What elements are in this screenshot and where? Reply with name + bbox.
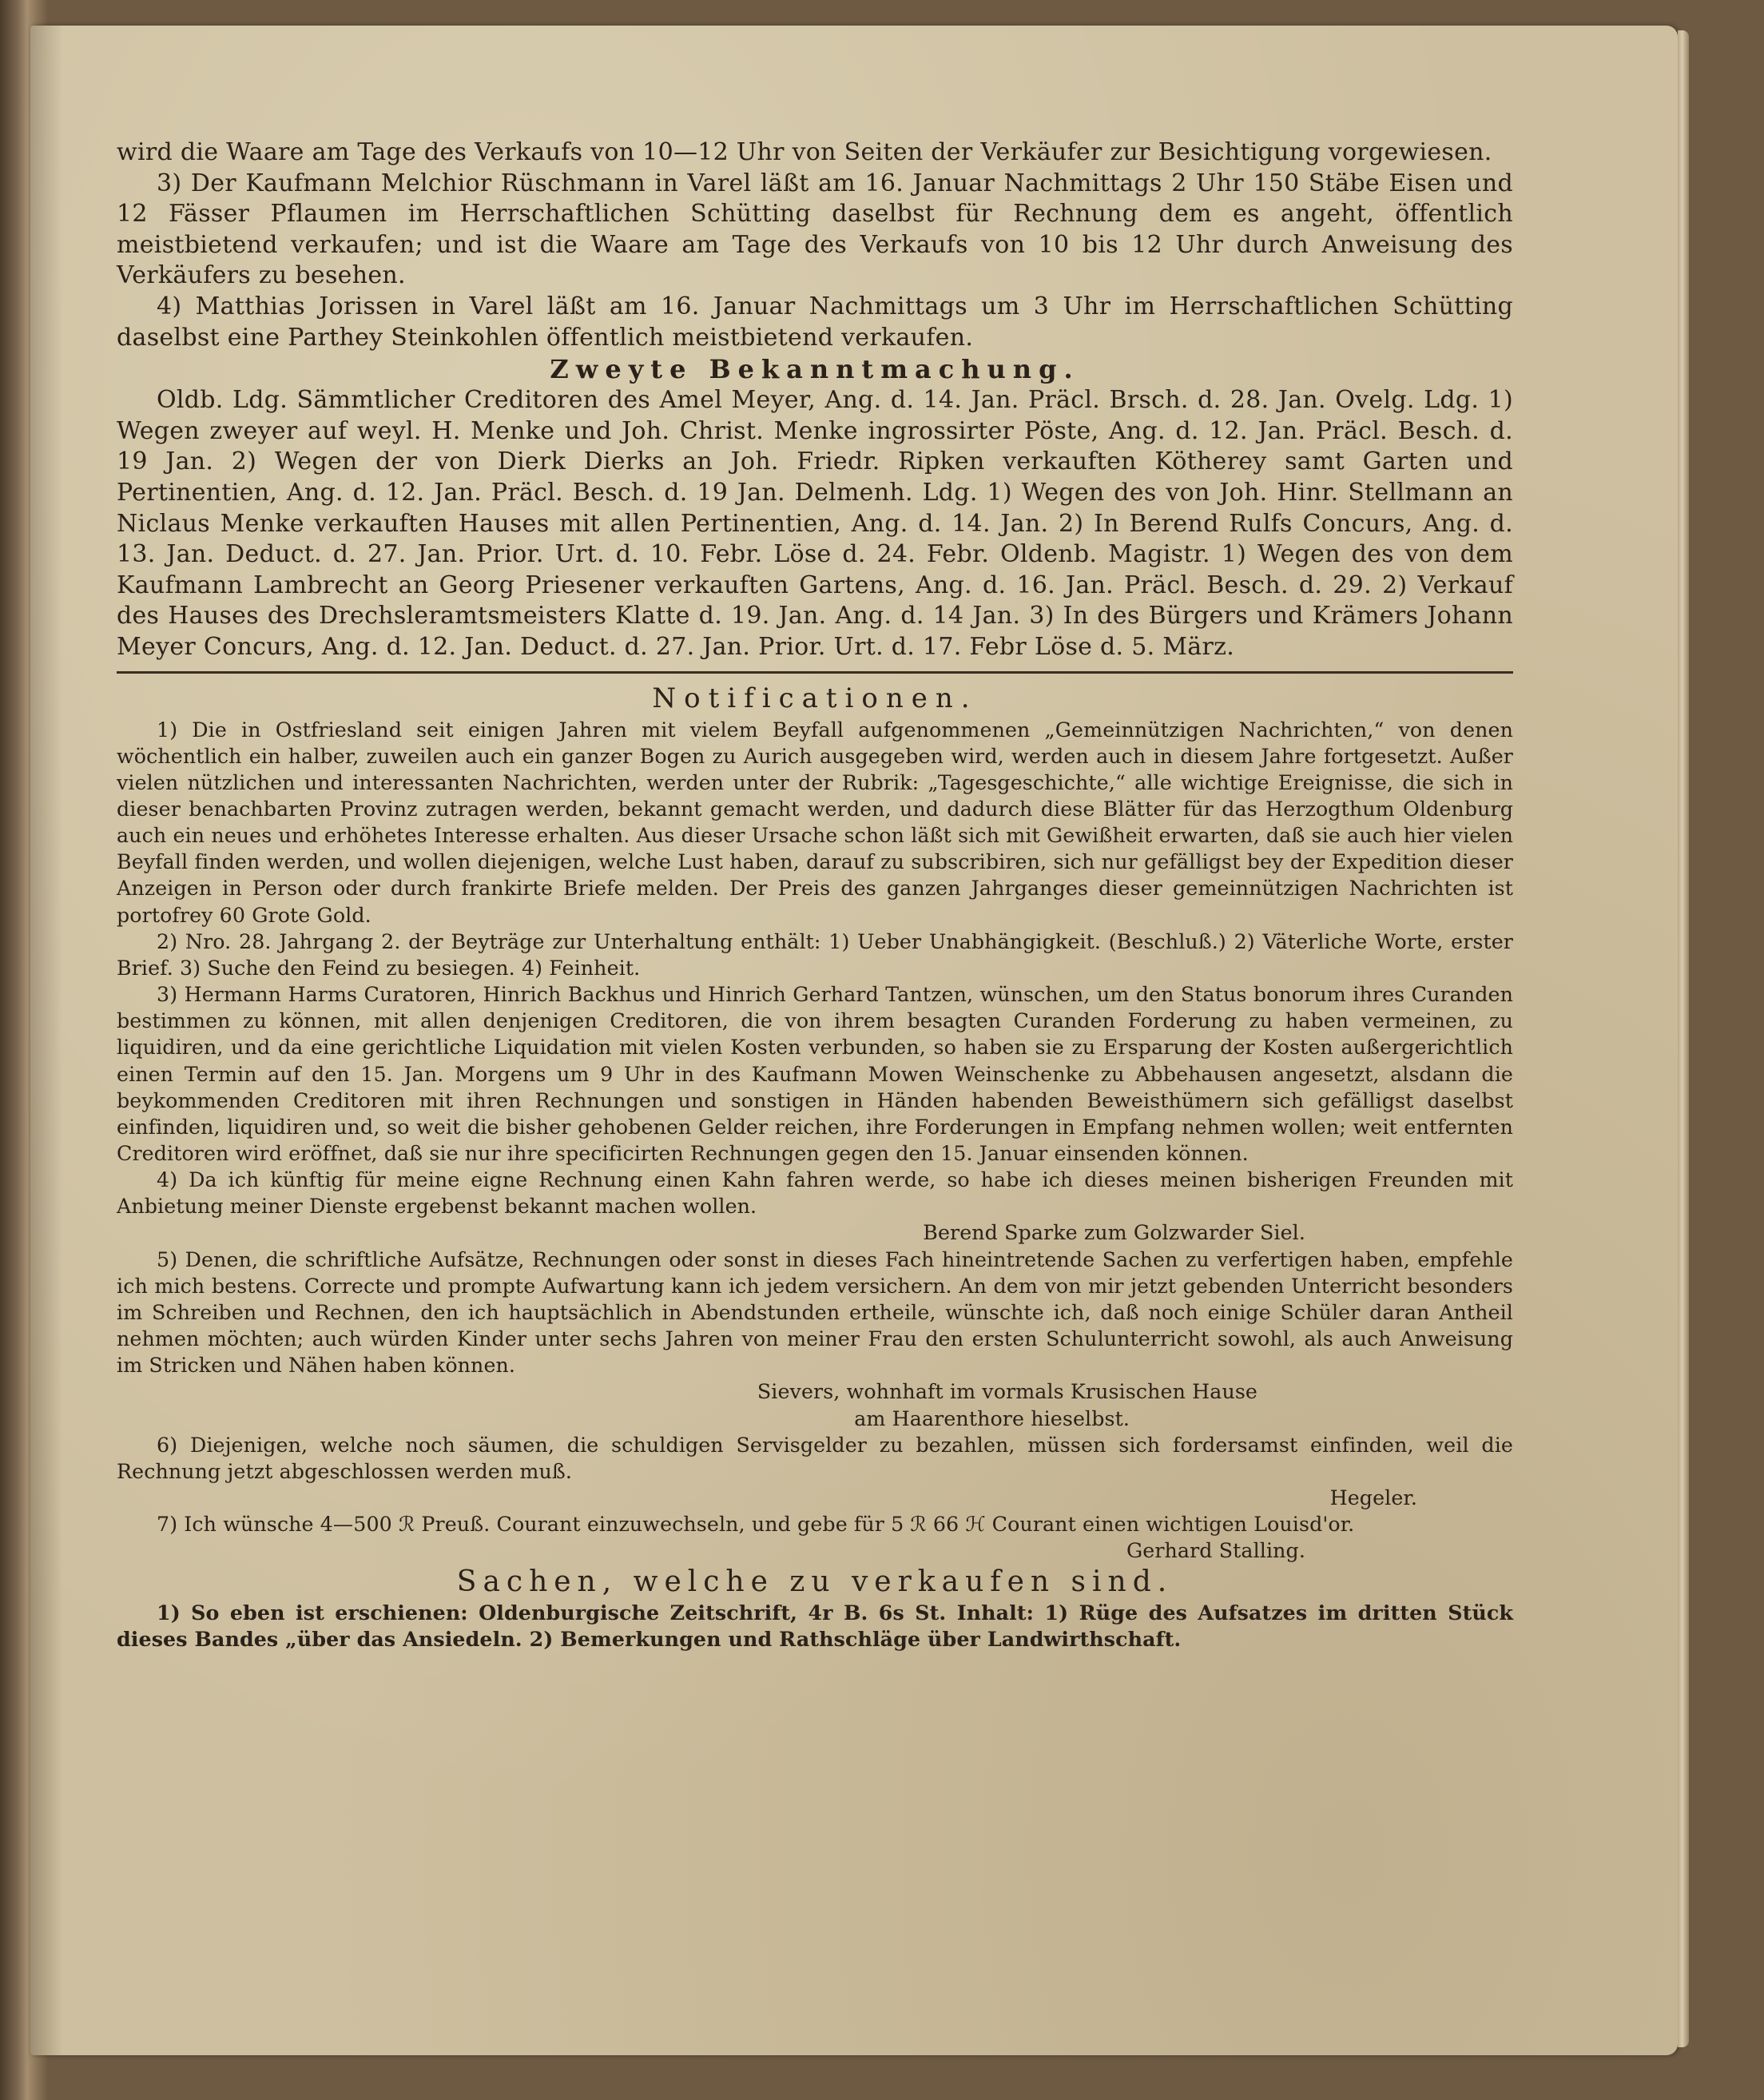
sale-notice-4: 4) Matthias Jorissen in Varel läßt am 16. Januar Nachmittags um 3 Uhr im Herrschaftlichen Schütting daselbst eine Parthey Steinkohlen öffentlich meistbietend verkaufen. [117,292,1513,352]
sale-notice-3: 3) Der Kaufmann Melchior Rüschmann in Varel läßt am 16. Januar Nachmittags 2 Uhr 150 Stäbe Eisen und 12 Fässer Pflaumen im Herrschaftlichen Schütting daselbst für Rechnung dem es angeht, öffentlich meistbietend verkaufen; und ist die Waare am Tage des Verkaufs von 10 bis 12 Uhr durch Anweisung des Verkäufers zu besehen. [117,169,1513,290]
notif-2: 2) Nro. 28. Jahrgang 2. der Beyträge zur Unterhaltung enthält: 1) Ueber Unabhängigkeit. (Beschluß.) 2) Väterliche Worte, erster Brief. 3) Suche den Feind zu besiegen. 4) Feinheit. [117,929,1513,980]
notif-5: 5) Denen, die schriftliche Aufsätze, Rechnungen oder sonst in dieses Fach hineintretende Sachen zu verfertigen haben, empfehle ich mich bestens. Correcte und prompte Aufwartung kann ich jedem versichern. An dem von mir jetzt gebenden Unterricht besonders im Schreiben und Rechnen, den ich hauptsächlich in Abendstunden ertheile, wünschte ich, daß noch einige Schüler daran Antheil nehmen möchten; auch würden Kinder unter sechs Jahren von meiner Frau den ersten Schulunterricht sowohl, als auch Anweisung im Stricken und Nähen haben können. [117,1247,1513,1378]
notif-5-signature-line2: am Haarenthore hieselbst. [854,1406,1130,1430]
zweyte-body: Oldb. Ldg. Sämmtlicher Creditoren des Amel Meyer, Ang. d. 14. Jan. Präcl. Brsch. d. 28. Jan. Ovelg. Ldg. 1) Wegen zweyer auf weyl. H. Menke und Joh. Christ. Menke ingrossirter Pöste, Ang. d. 12. Jan. Präcl. Besch. d. 19 Jan. 2) Wegen der von Dierk Dierks an Joh. Friedr. Ripken verkauften Kötherey samt Garten und Pertinentien, Ang. d. 12. Jan. Präcl. Besch. d. 19 Jan. Delmenh. Ldg. 1) Wegen des von Joh. Hinr. Stellmann an Niclaus Menke verkauften Hauses mit allen Pertinentien, Ang. d. 14. Jan. 2) In Berend Rulfs Concurs, Ang. d. 13. Jan. Deduct. d. 27. Jan. Prior. Urt. d. 10. Febr. Löse d. 24. Febr. Oldenb. Magistr. 1) Wegen des von dem Kaufmann Lambrecht an Georg Priesener verkauften Gartens, Ang. d. 16. Jan. Präcl. Besch. d. 29. 2) Verkauf des Hauses des Drechsleramtsmeisters Klatte d. 19. Jan. Ang. d. 14 Jan. 3) In des Bürgers und Krämers Johann Meyer Concurs, Ang. d. 12. Jan. Deduct. d. 27. Jan. Prior. Urt. d. 17. Febr Löse d. 5. März. [117,386,1513,661]
zweyte-heading: Zweyte Bekanntmachung. [550,354,1080,385]
page-edge [1678,30,1689,2047]
notif-6: 6) Diejenigen, welche noch säumen, die schuldigen Servisgelder zu bezahlen, müssen sich fordersamst einfinden, weil die Rechnung jetzt abgeschlossen werden muß. [117,1433,1513,1483]
notif-3: 3) Hermann Harms Curatoren, Hinrich Backhus und Hinrich Gerhard Tantzen, wünschen, um den Status bonorum ihres Curanden bestimmen zu können, mit allen denjenigen Creditoren, die von ihrem besagten Curanden Forderung zu haben vermeinen, zu liquidiren, und da eine gerichtliche Liquidation mit vielen Kosten verbunden, so haben sie zu Ersparung der Kosten außergerichtlich einen Termin auf den 15. Jan. Morgens um 9 Uhr in des Kaufmann Mowen Weinschenke zu Abbehausen angesetzt, alsdann die beykommenden Creditoren mit ihren Rechnungen und sonstigen in Händen habenden Beweisthümern sich gefälligst daselbst einfinden, liquidiren und, so weit die bisher gehobenen Gelder reichen, ihre Forderungen in Empfang nehmen wollen; weit entfernten Creditoren wird eröffnet, daß sie nur ihre specificirten Rechnungen gegen den 15. Januar einsenden können. [117,983,1513,1165]
notif-6-signature: Hegeler. [1329,1486,1417,1510]
notif-7: 7) Ich wünsche 4—500 ℛ Preuß. Courant einzuwechseln, und gebe für 5 ℛ 66 ℋ Courant einen wichtigen Louisd'or. [157,1513,1355,1537]
notif-4: 4) Da ich künftig für meine eigne Rechnung einen Kahn fahren werde, so habe ich dieses meinen bisherigen Freunden mit Anbietung meiner Dienste ergebenst bekannt machen wollen. [117,1168,1513,1219]
notif-heading: Notificationen. [652,682,978,714]
continued-paragraph: wird die Waare am Tage des Verkaufs von 10—12 Uhr von Seiten der Verkäufer zur Besichtigung vorgewiesen. [117,138,1492,166]
notif-4-signature: Berend Sparke zum Golzwarder Siel. [923,1221,1305,1245]
section-rule [117,671,1513,674]
notif-1: 1) Die in Ostfriesland seit einigen Jahren mit vielem Beyfall aufgenommenen „Gemeinnützigen Nachrichten,“ von denen wöchentlich ein halber, zuweilen auch ein ganzer Bogen zu Aurich ausgegeben wird, werden auch in diesem Jahre fortgesetzt. Außer vielen nützlichen und interessanten Nachrichten, werden unter der Rubrik: „Tagesgeschichte,“ alle wichtige Ereignisse, die sich in dieser benachbarten Provinz zutragen werden, bekannt gemacht werden, und dadurch diese Blätter für das Herzogthum Oldenburg auch ein neues und erhöhetes Interesse erhalten. Aus dieser Ursache schon läßt sich mit Gewißheit erwarten, daß sie auch hier vielen Beyfall finden werden, und wollen diejenigen, welche Lust haben, darauf zu subscribiren, sich nur gefälligst bey der Expedition dieser Anzeigen in Person oder durch frankirte Briefe melden. Der Preis des ganzen Jahrganges dieser gemeinnützigen Nachrichten ist portofrey 60 Grote Gold. [117,718,1513,927]
notif-7-signature: Gerhard Stalling. [1126,1539,1305,1563]
page-text [117,137,1513,1653]
sachen-1: 1) So eben ist erschienen: Oldenburgische Zeitschrift, 4r B. 6s St. Inhalt: 1) Rüge des Aufsatzes im dritten Stück dieses Bandes „über das Ansiedeln. 2) Bemerkungen und Rathschläge über Landwirthschaft. [117,1600,1513,1651]
sachen-heading: Sachen, welche zu verkaufen sind. [456,1565,1174,1598]
notif-5-signature: Sievers, wohnhaft im vormals Krusischen Hause [757,1380,1257,1404]
